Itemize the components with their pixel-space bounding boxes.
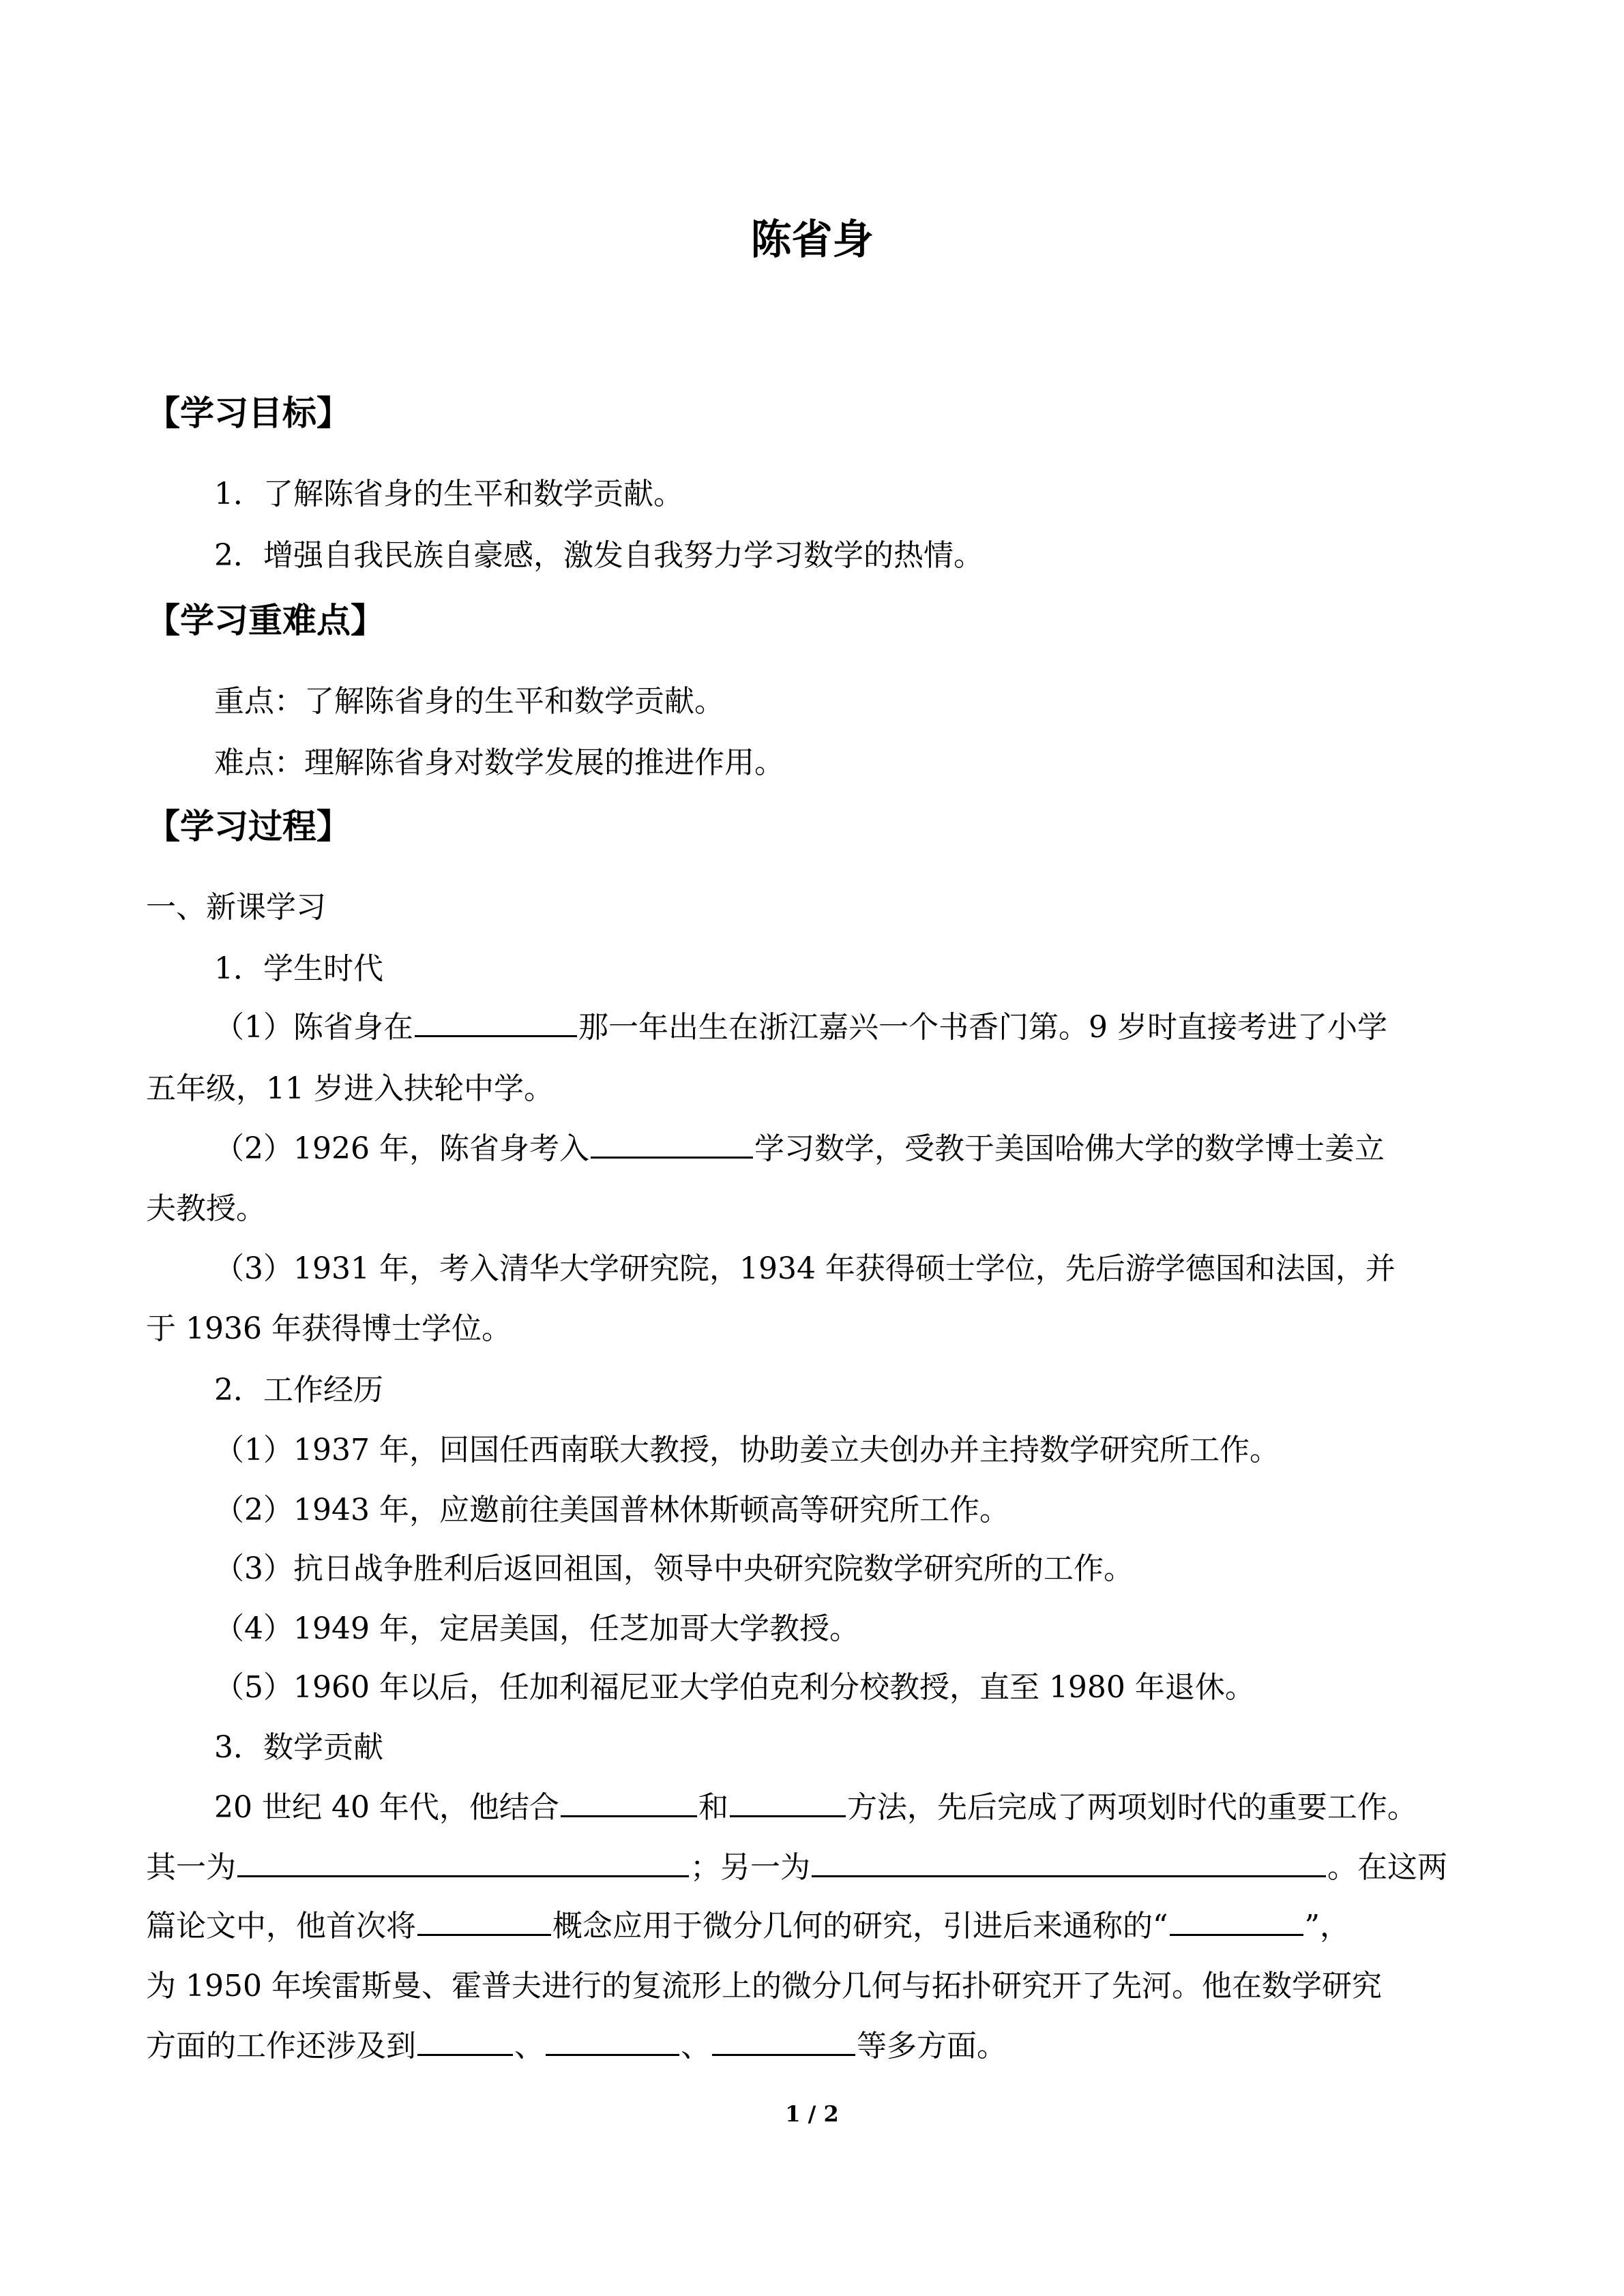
goal-item-1: 1．了解陈省身的生平和数学贡献。 xyxy=(214,477,683,511)
subsection-work-experience: 2．工作经历 xyxy=(214,1373,383,1407)
heading-key-points: 【学习重难点】 xyxy=(146,600,385,640)
student-years-item-3-cont: 于 1936 年获得博士学位。 xyxy=(146,1311,512,1346)
fill-blank[interactable] xyxy=(415,1005,577,1037)
text-segment: 、 xyxy=(514,2029,544,2063)
contribution-line-1 xyxy=(214,1784,1417,1832)
text-segment: 方法，先后完成了两项划时代的重要工作。 xyxy=(846,1790,1417,1825)
page-number: 1 / 2 xyxy=(785,2101,839,2127)
fill-blank[interactable] xyxy=(730,1785,846,1817)
text-segment: （1）陈省身在 xyxy=(214,1010,413,1045)
key-point-difficulty: 难点：理解陈省身对数学发展的推进作用。 xyxy=(214,745,784,780)
text-segment: 方面的工作还涉及到 xyxy=(146,2029,416,2063)
text-segment: 和 xyxy=(698,1790,728,1825)
fill-blank[interactable] xyxy=(417,2024,513,2056)
text-segment: ”， xyxy=(1304,1909,1350,1943)
student-years-item-1 xyxy=(214,1004,1387,1052)
student-years-item-3: （3）1931 年，考入清华大学研究院，1934 年获得硕士学位，先后游学德国和法国，并 xyxy=(214,1251,1396,1286)
contribution-line-3 xyxy=(146,1903,1350,1950)
student-years-item-2-cont: 夫教授。 xyxy=(146,1191,266,1226)
text-segment: 等多方面。 xyxy=(857,2029,1007,2063)
student-years-item-1-cont: 五年级，11 岁进入扶轮中学。 xyxy=(146,1071,554,1106)
text-segment: （2）1926 年，陈省身考入 xyxy=(214,1131,589,1166)
section-new-lesson: 一、新课学习 xyxy=(146,890,326,925)
fill-blank[interactable] xyxy=(712,2024,855,2056)
text-segment: ；另一为 xyxy=(690,1850,810,1885)
page-title: 陈省身 xyxy=(750,216,874,264)
contribution-line-4: 为 1950 年埃雷斯曼、霍普夫进行的复流形上的微分几何与拓扑研究开了先河。他在数学研究 xyxy=(146,1969,1382,2003)
heading-learning-process: 【学习过程】 xyxy=(146,806,351,846)
subsection-student-years: 1．学生时代 xyxy=(214,951,383,986)
fill-blank[interactable] xyxy=(591,1127,753,1159)
work-item-4: （4）1949 年，定居美国，任芝加哥大学教授。 xyxy=(214,1611,859,1646)
contribution-line-5 xyxy=(146,2023,1007,2070)
goal-item-2: 2．增强自我民族自豪感，激发自我努力学习数学的热情。 xyxy=(214,538,984,573)
work-item-2: （2）1943 年，应邀前往美国普林休斯顿高等研究所工作。 xyxy=(214,1493,1009,1527)
text-segment: 20 世纪 40 年代，他结合 xyxy=(214,1790,559,1825)
fill-blank[interactable] xyxy=(237,1845,689,1877)
student-years-item-2 xyxy=(214,1125,1385,1173)
contribution-line-2 xyxy=(146,1844,1447,1892)
work-item-1: （1）1937 年，回国任西南联大教授，协助姜立夫创办并主持数学研究所工作。 xyxy=(214,1433,1280,1467)
fill-blank[interactable] xyxy=(561,1785,697,1817)
text-segment: 概念应用于微分几何的研究，引进后来通称的“ xyxy=(552,1909,1168,1943)
subsection-math-contribution: 3．数学贡献 xyxy=(214,1730,383,1765)
work-item-3: （3）抗日战争胜利后返回祖国，领导中央研究院数学研究所的工作。 xyxy=(214,1551,1134,1586)
text-segment: 其一为 xyxy=(146,1850,236,1885)
text-segment: 。在这两 xyxy=(1327,1850,1447,1885)
work-item-5: （5）1960 年以后，任加利福尼亚大学伯克利分校教授，直至 1980 年退休。 xyxy=(214,1670,1255,1705)
text-segment: 学习数学，受教于美国哈佛大学的数学博士姜立 xyxy=(754,1131,1385,1166)
text-segment: 那一年出生在浙江嘉兴一个书香门第。9 岁时直接考进了小学 xyxy=(578,1010,1387,1045)
text-segment: 、 xyxy=(681,2029,711,2063)
heading-learning-goals: 【学习目标】 xyxy=(146,393,351,433)
fill-blank[interactable] xyxy=(1170,1904,1303,1936)
fill-blank[interactable] xyxy=(417,1904,551,1936)
fill-blank[interactable] xyxy=(546,2024,679,2056)
key-point-focus: 重点：了解陈省身的生平和数学贡献。 xyxy=(214,684,724,719)
fill-blank[interactable] xyxy=(812,1845,1326,1877)
text-segment: 篇论文中，他首次将 xyxy=(146,1909,416,1943)
